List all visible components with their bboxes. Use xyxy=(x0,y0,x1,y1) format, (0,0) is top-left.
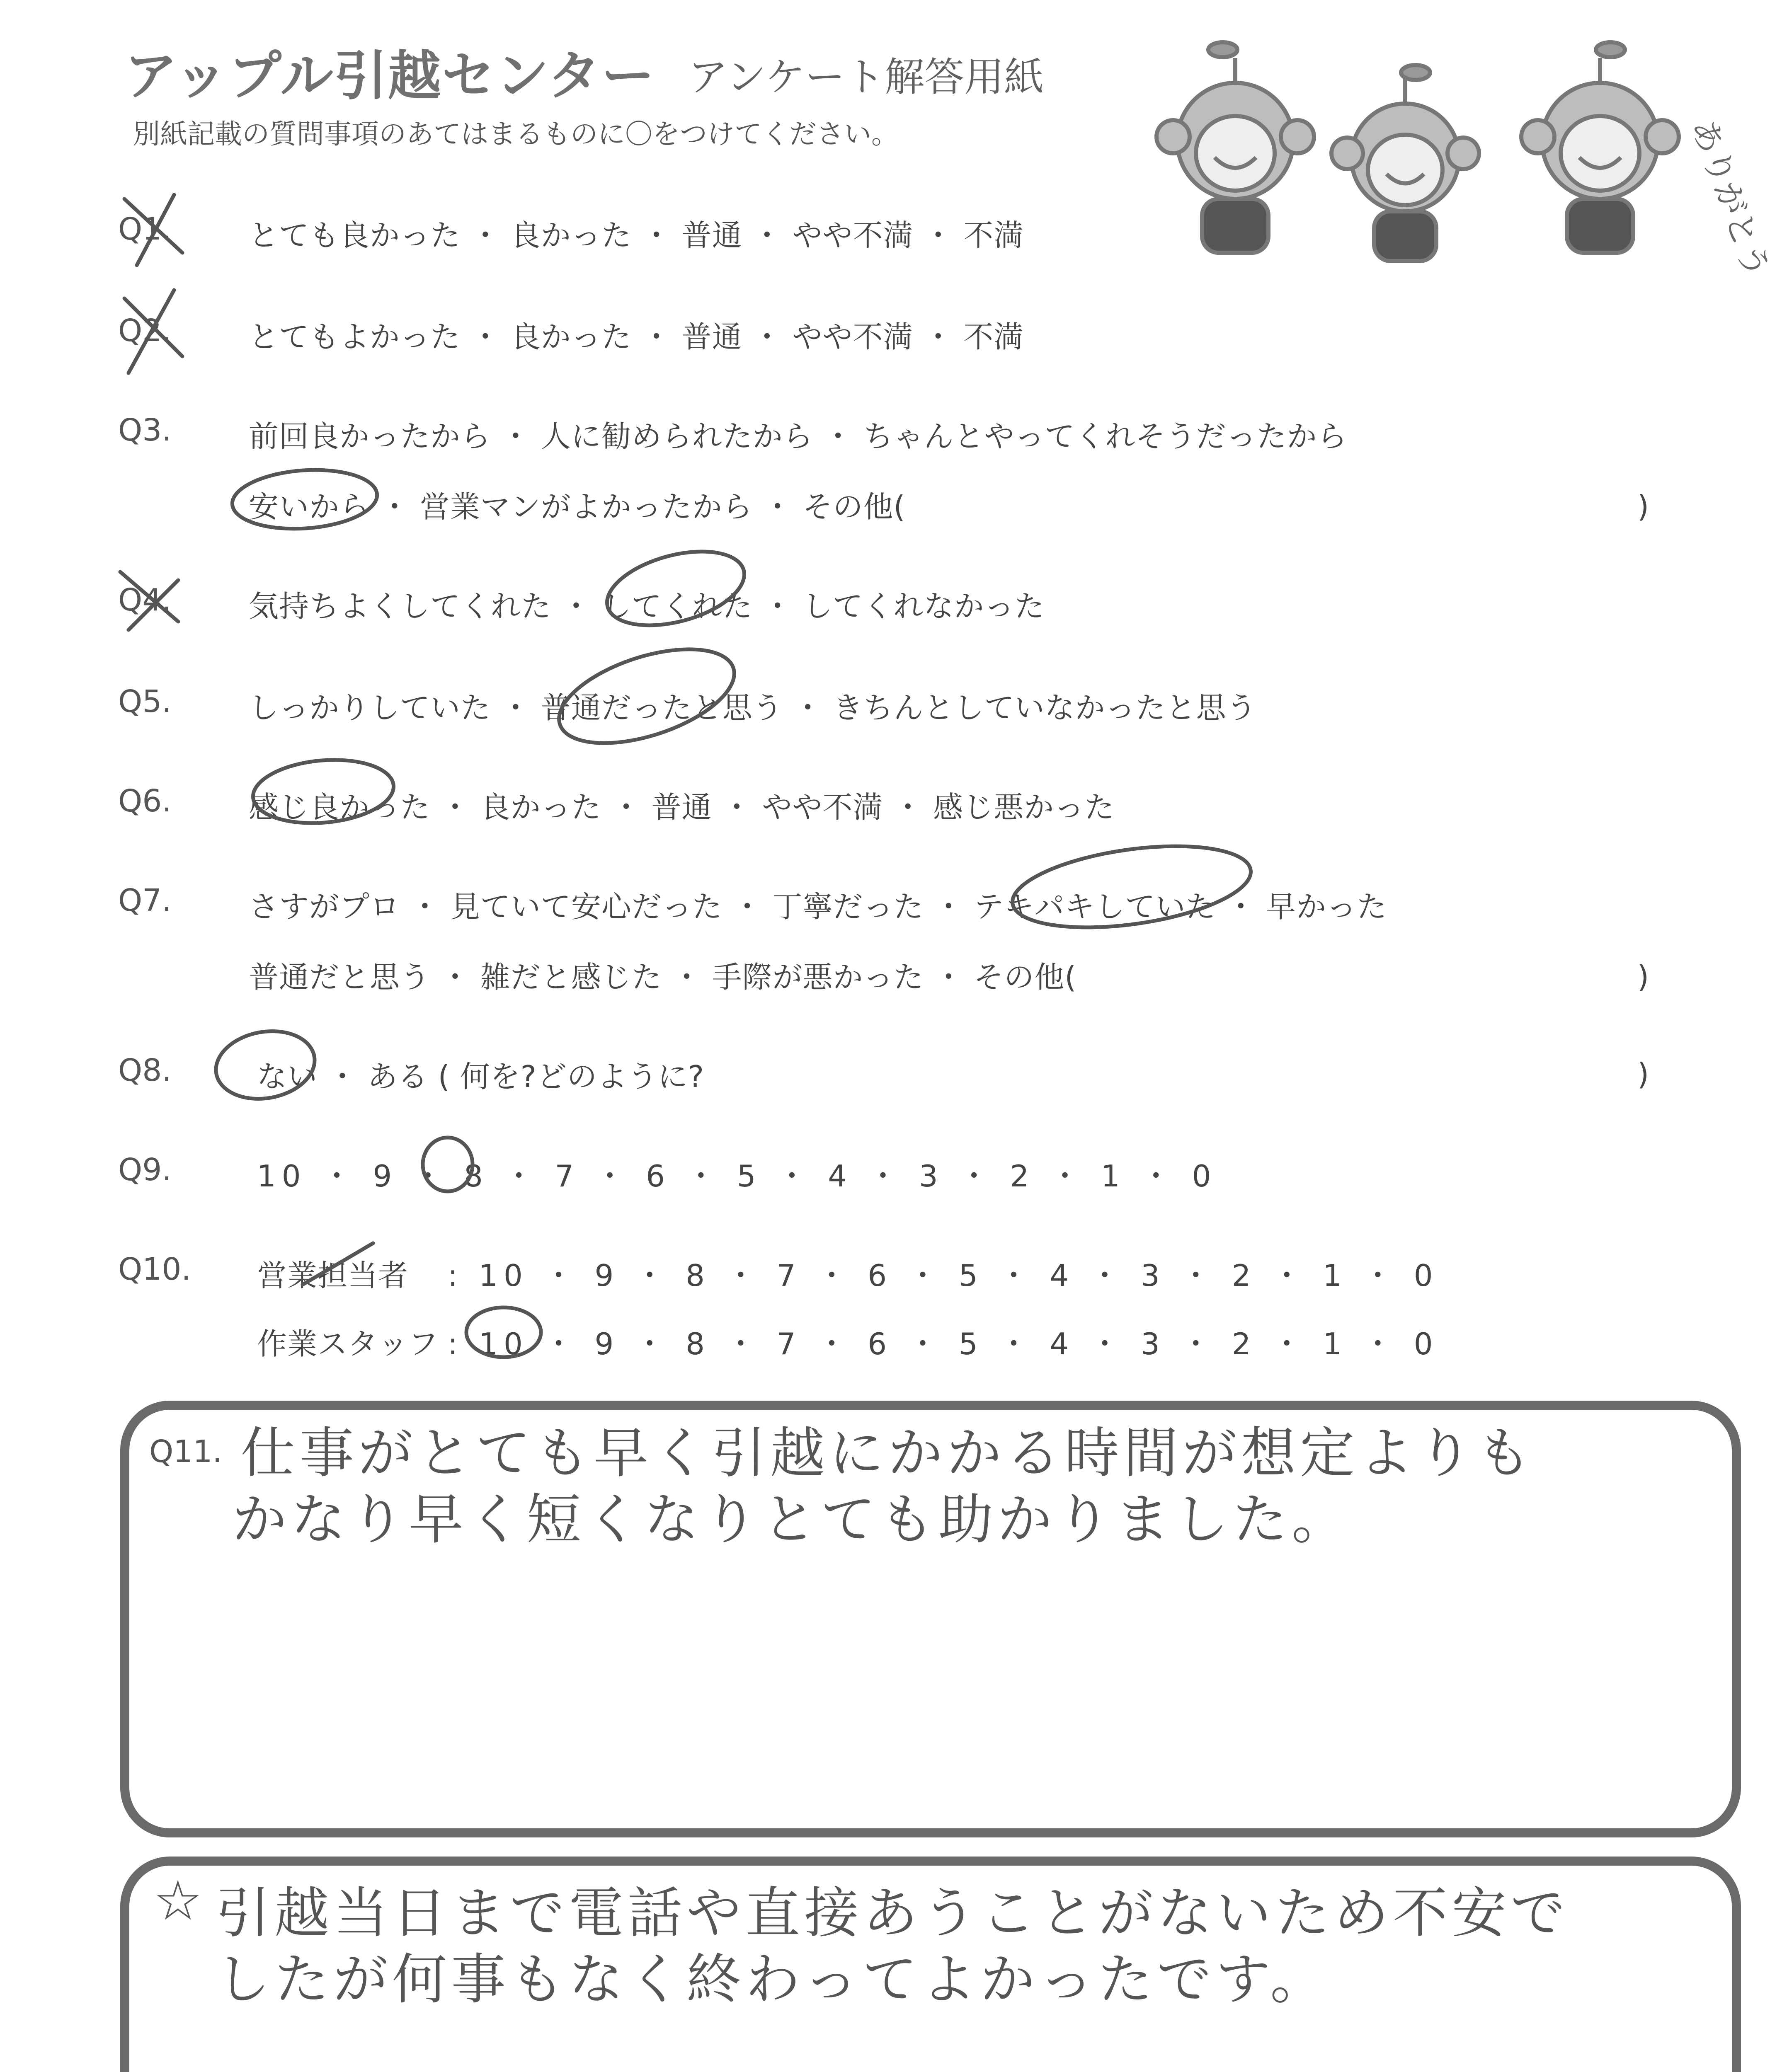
q1-check-mark xyxy=(124,195,182,265)
extra-comment-line1: 引越当日まで電話や直接あうことがないため不安で xyxy=(216,1881,1569,1945)
q7-options-line1: さすがプロ ・ 見ていて安心だった ・ 丁寧だった ・ テキパキしていた ・ 早かった xyxy=(249,889,1387,924)
q9-circle xyxy=(423,1138,473,1191)
star-mark: ☆ xyxy=(153,1869,207,1933)
q6-options: 感じ良かった ・ 良かった ・ 普通 ・ やや不満 ・ 感じ悪かった xyxy=(249,790,1115,825)
q3-close-paren: ) xyxy=(1637,489,1649,524)
form-title: アンケート解答用紙 xyxy=(688,54,1044,100)
q5-circle xyxy=(548,631,745,762)
q1-label: Q1. xyxy=(118,211,172,247)
q10-staff-label: 作業スタッフ xyxy=(257,1326,439,1361)
q8-close-paren: ) xyxy=(1637,1057,1649,1092)
q8-options: ない ・ ある ( 何を?どのように? xyxy=(257,1059,705,1094)
q9-scale: 10 ・ 9 ・ 8 ・ 7 ・ 6 ・ 5 ・ 4 ・ 3 ・ 2 ・ 1 ・ 0 xyxy=(257,1159,1217,1193)
q10-sales-scale: : 10 ・ 9 ・ 8 ・ 7 ・ 6 ・ 5 ・ 4 ・ 3 ・ 2 ・ 1 ・ 0 xyxy=(448,1258,1439,1293)
q2-check-mark xyxy=(124,290,182,373)
company-title: アップル引越センター xyxy=(124,45,655,107)
q4-circle xyxy=(599,538,752,639)
q4-check-mark xyxy=(120,572,178,630)
q7-label: Q7. xyxy=(118,883,172,918)
q10-sales-label: 営業担当者 xyxy=(257,1258,409,1293)
q5-label: Q5. xyxy=(118,684,172,719)
q1-options: とても良かった ・ 良かった ・ 普通 ・ やや不満 ・ 不満 xyxy=(249,218,1024,253)
q7-options-line2: 普通だと思う ・ 雑だと感じた ・ 手際が悪かった ・ その他( xyxy=(249,960,1077,995)
q10-staff-circle xyxy=(466,1307,541,1357)
q3-label: Q3. xyxy=(118,412,172,448)
q6-label: Q6. xyxy=(118,783,172,819)
q8-label: Q8. xyxy=(118,1053,172,1088)
q3-options-line2: 安いから ・ 営業マンがよかったから ・ その他( xyxy=(249,489,906,524)
q4-label: Q4. xyxy=(118,582,172,618)
q10-sales-strike xyxy=(303,1243,373,1285)
instruction-text: 別紙記載の質問事項のあてはまるものに〇をつけてください。 xyxy=(133,118,899,150)
q6-circle xyxy=(250,754,396,828)
q3-circle xyxy=(230,465,379,533)
q10-staff-scale: : 10 ・ 9 ・ 8 ・ 7 ・ 6 ・ 5 ・ 4 ・ 3 ・ 2 ・ 1 ・ 0 xyxy=(448,1326,1439,1361)
q11-comment-line2: かなり早く短くなりとても助かりました。 xyxy=(232,1488,1350,1552)
q8-circle xyxy=(211,1024,320,1106)
q5-options: しっかりしていた ・ 普通だったと思う ・ きちんとしていなかったと思う xyxy=(249,690,1257,725)
q4-options: 気持ちよくしてくれた ・ してくれた ・ してくれなかった xyxy=(249,589,1045,624)
q2-options: とてもよかった ・ 良かった ・ 普通 ・ やや不満 ・ 不満 xyxy=(249,320,1024,354)
mascot-caption: ありがとう xyxy=(1684,114,1777,283)
q11-comment-line1: 仕事がとても早く引越にかかる時間が想定よりも xyxy=(240,1421,1535,1485)
q9-label: Q9. xyxy=(118,1152,172,1188)
q7-circle xyxy=(1007,833,1256,941)
q2-label: Q2. xyxy=(118,313,172,349)
q10-label: Q10. xyxy=(118,1251,191,1287)
q7-close-paren: ) xyxy=(1637,959,1649,994)
q3-options-line1: 前回良かったから ・ 人に勧められたから ・ ちゃんとやってくれそうだったから xyxy=(249,419,1348,454)
extra-comment-line2: したが何事もなく終わってよかったです。 xyxy=(216,1948,1329,2011)
q11-label: Q11. xyxy=(149,1434,222,1469)
